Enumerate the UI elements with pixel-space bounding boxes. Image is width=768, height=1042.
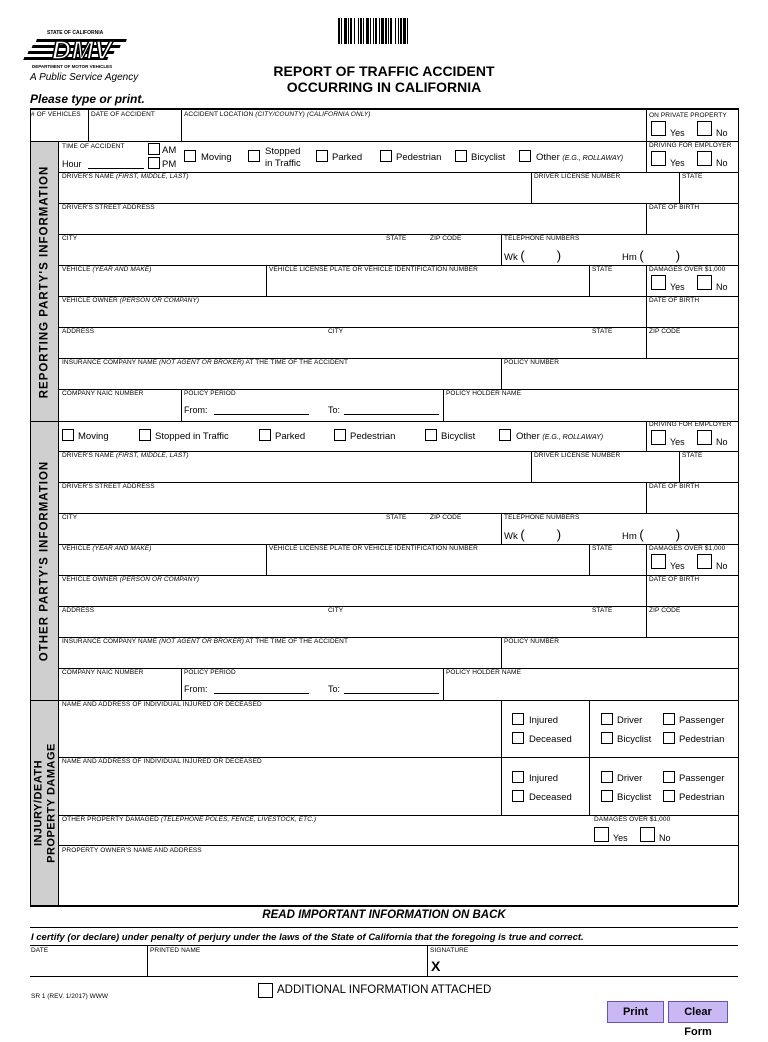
other-owner-label: VEHICLE OWNER (PERSON OR COMPANY) (62, 576, 200, 583)
property-owner-label: PROPERTY OWNER'S NAME AND ADDRESS (62, 847, 202, 854)
other-owner-address-label: ADDRESS (62, 607, 95, 614)
pedestrian-2-checkbox[interactable] (663, 790, 675, 802)
other-bicyclist-label: Bicyclist (441, 431, 476, 442)
time-of-accident-label: TIME OF ACCIDENT (62, 143, 125, 150)
drivers-name-input[interactable] (60, 182, 530, 202)
other-dob-label: DATE OF BIRTH (649, 483, 700, 490)
state-of-california-label: STATE OF CALIFORNIA (47, 30, 104, 36)
other-from-label: From: (184, 684, 208, 694)
date-of-accident-label: DATE OF ACCIDENT (91, 111, 155, 118)
signature-label: SIGNATURE (430, 947, 469, 954)
am-checkbox[interactable] (148, 143, 160, 155)
naic-label: COMPANY NAIC NUMBER (62, 390, 144, 397)
passenger-2-label: Passenger (679, 773, 725, 784)
other-owner-city-label: CITY (328, 607, 344, 614)
other-damages-yes-label: Yes (670, 561, 685, 571)
injury-sidebar (31, 701, 59, 905)
bicyclist-1-checkbox[interactable] (601, 732, 613, 744)
insurance-label: INSURANCE COMPANY NAME (NOT AGENT OR BROKER) AT THE TIME OF THE ACCIDENT (62, 359, 349, 366)
certification-statement: I certify (or declare) under penalty of perjury under the laws of the State of California that the foregoing is true and correct. (31, 932, 584, 943)
home-phone-label: Hm ( ) (622, 248, 681, 263)
other-damages-no-label: No (716, 561, 728, 571)
other-naic-label: COMPANY NAIC NUMBER (62, 669, 144, 676)
agency-tagline: A Public Service Agency (30, 72, 139, 83)
property-damages-yes-label: Yes (613, 833, 628, 843)
deceased-1-checkbox[interactable] (512, 732, 524, 744)
other-policy-number-label: POLICY NUMBER (504, 638, 559, 645)
license-state-label: STATE (682, 173, 703, 180)
form-title-line2: OCCURRING IN CALIFORNIA (286, 79, 482, 95)
other-parked-checkbox[interactable] (259, 429, 271, 441)
owner-address-label: ADDRESS (62, 328, 95, 335)
dmv-logo-text: DMV (52, 35, 113, 65)
other-vehicle-label: VEHICLE (YEAR AND MAKE) (62, 545, 152, 552)
owner-city-label: CITY (328, 328, 344, 335)
pedestrian-1-checkbox[interactable] (663, 732, 675, 744)
other-parked-label: Parked (275, 431, 306, 442)
stopped-label-line1: Stopped (265, 146, 301, 157)
vehicle-owner-label: VEHICLE OWNER (PERSON OR COMPANY) (62, 297, 200, 304)
accident-location-label: ACCIDENT LOCATION (CITY/COUNTY) (CALIFORNIA ONLY) (184, 111, 371, 118)
other-bicyclist-checkbox[interactable] (425, 429, 437, 441)
bicyclist-label: Bicyclist (471, 152, 506, 163)
other-city-label: CITY (62, 514, 78, 521)
additional-info-label: ADDITIONAL INFORMATION ATTACHED (277, 984, 492, 996)
stopped-label-line2: in Traffic (265, 158, 301, 169)
date-of-birth-label: DATE OF BIRTH (649, 204, 700, 211)
date-label: DATE (31, 947, 49, 954)
other-license-label: DRIVER LICENSE NUMBER (534, 452, 621, 459)
license-number-label: DRIVER LICENSE NUMBER (534, 173, 621, 180)
form-id: SR 1 (REV. 1/2017) WWW (31, 993, 109, 1000)
owner-dob-label: DATE OF BIRTH (649, 297, 700, 304)
pedestrian-checkbox[interactable] (380, 150, 392, 162)
property-damages-no-checkbox[interactable] (640, 827, 655, 842)
driving-for-employer-label: DRIVING FOR EMPLOYER (649, 142, 732, 149)
employer-yes-label: Yes (670, 158, 685, 168)
other-zip-label: ZIP CODE (430, 514, 462, 521)
other-telephone-label: TELEPHONE NUMBERS (504, 514, 580, 521)
driver-2-checkbox[interactable] (601, 771, 613, 783)
print-button[interactable]: Print (607, 1001, 664, 1023)
signature-x: X (431, 958, 441, 974)
other-drivers-name-label: DRIVER'S NAME (FIRST, MIDDLE, LAST) (62, 452, 189, 459)
injured-1-checkbox[interactable] (512, 713, 524, 725)
passenger-2-checkbox[interactable] (663, 771, 675, 783)
other-policy-holder-label: POLICY HOLDER NAME (446, 669, 522, 676)
bicyclist-1-label: Bicyclist (617, 734, 652, 745)
owner-state-label: STATE (592, 328, 613, 335)
barcode (338, 18, 434, 44)
other-stopped-checkbox[interactable] (139, 429, 151, 441)
other-stopped-label: Stopped in Traffic (155, 431, 229, 442)
private-property-no-checkbox[interactable] (697, 121, 712, 136)
injured-person-2-label: NAME AND ADDRESS OF INDIVIDUAL INJURED OR DECEASED (62, 758, 262, 765)
street-address-label: DRIVER'S STREET ADDRESS (62, 204, 155, 211)
other-city-state-label: STATE (386, 514, 407, 521)
other-vehicle-state-label: STATE (592, 545, 613, 552)
other-damages-yes-checkbox[interactable] (651, 554, 666, 569)
hour-label: Hour (62, 159, 82, 169)
form-title-line1: REPORT OF TRAFFIC ACCIDENT (273, 63, 495, 79)
deceased-1-label: Deceased (529, 734, 572, 745)
other-policy-period-label: POLICY PERIOD (184, 669, 236, 676)
moving-label: Moving (201, 152, 232, 163)
owner-zip-label: ZIP CODE (649, 328, 681, 335)
to-label: To: (328, 405, 341, 415)
property-damages-yes-checkbox[interactable] (594, 827, 609, 842)
pm-checkbox[interactable] (148, 157, 160, 169)
other-damages-label: DAMAGES OVER $1,000 (649, 545, 726, 552)
other-street-label: DRIVER'S STREET ADDRESS (62, 483, 155, 490)
pedestrian-2-label: Pedestrian (679, 792, 725, 803)
pedestrian-label: Pedestrian (396, 152, 442, 163)
parked-label: Parked (332, 152, 363, 163)
damages-yes-label: Yes (670, 282, 685, 292)
other-pedestrian-label: Pedestrian (350, 431, 396, 442)
other-to-label: To: (328, 684, 341, 694)
other-damages-no-checkbox[interactable] (697, 554, 712, 569)
work-phone-label: Wk ( ) (504, 248, 562, 263)
reporting-party-sidebar (31, 142, 59, 421)
employer-yes-checkbox[interactable] (651, 151, 666, 166)
am-label: AM (162, 145, 177, 156)
policy-number-label: POLICY NUMBER (504, 359, 559, 366)
other-party-heading: OTHER PARTY'S INFORMATION (37, 460, 50, 662)
city-state-label: STATE (386, 235, 407, 242)
property-damages-label: DAMAGES OVER $1,000 (594, 816, 671, 823)
parked-checkbox[interactable] (316, 150, 328, 162)
department-label: DEPARTMENT OF MOTOR VEHICLES (32, 64, 113, 69)
damages-no-checkbox[interactable] (697, 275, 712, 290)
additional-info-checkbox[interactable] (258, 983, 273, 998)
private-property-no-label: No (716, 128, 728, 138)
other-pedestrian-checkbox[interactable] (334, 429, 346, 441)
other-insurance-label: INSURANCE COMPANY NAME (NOT AGENT OR BROKER) AT THE TIME OF THE ACCIDENT (62, 638, 349, 645)
passenger-1-checkbox[interactable] (663, 713, 675, 725)
other-owner-dob-label: DATE OF BIRTH (649, 576, 700, 583)
private-property-yes-checkbox[interactable] (651, 121, 666, 136)
other-other-label: Other (E.G., ROLLAWAY) (516, 431, 604, 442)
injured-2-label: Injured (529, 773, 559, 784)
bicyclist-checkbox[interactable] (455, 150, 467, 162)
other-employer-no-label: No (716, 437, 728, 447)
print-instruction: Please type or print. (30, 92, 145, 106)
other-employer-no-checkbox[interactable] (697, 430, 712, 445)
clear-form-button[interactable]: Clear Form (668, 1001, 728, 1023)
moving-checkbox[interactable] (184, 150, 196, 162)
injured-1-label: Injured (529, 715, 559, 726)
dmv-logo (30, 30, 130, 72)
property-damages-no-label: No (659, 833, 671, 843)
injured-2-checkbox[interactable] (512, 771, 524, 783)
other-moving-checkbox[interactable] (62, 429, 74, 441)
injured-person-1-label: NAME AND ADDRESS OF INDIVIDUAL INJURED OR DECEASED (62, 701, 262, 708)
deceased-2-checkbox[interactable] (512, 790, 524, 802)
vehicle-label: VEHICLE (YEAR AND MAKE) (62, 266, 152, 273)
num-vehicles-label: # OF VEHICLES (31, 111, 81, 118)
deceased-2-label: Deceased (529, 792, 572, 803)
other-owner-state-label: STATE (592, 607, 613, 614)
pm-label: PM (162, 159, 177, 170)
employer-no-checkbox[interactable] (697, 151, 712, 166)
from-label: From: (184, 405, 208, 415)
telephone-label: TELEPHONE NUMBERS (504, 235, 580, 242)
other-moving-label: Moving (78, 431, 109, 442)
damages-label: DAMAGES OVER $1,000 (649, 266, 726, 273)
pedestrian-1-label: Pedestrian (679, 734, 725, 745)
other-employer-yes-checkbox[interactable] (651, 430, 666, 445)
other-work-phone-label: Wk ( ) (504, 527, 562, 542)
injury-heading: INJURY/DEATH PROPERTY DAMAGE (31, 743, 57, 863)
other-other-checkbox[interactable] (499, 429, 511, 441)
driver-1-checkbox[interactable] (601, 713, 613, 725)
other-employer-label: DRIVING FOR EMPLOYER (649, 421, 732, 428)
driver-2-label: Driver (617, 773, 643, 784)
zip-code-label: ZIP CODE (430, 235, 462, 242)
other-owner-zip-label: ZIP CODE (649, 607, 681, 614)
driver-1-label: Driver (617, 715, 643, 726)
bicyclist-2-checkbox[interactable] (601, 790, 613, 802)
private-property-label: ON PRIVATE PROPERTY (649, 112, 727, 119)
other-plate-label: VEHICLE LICENSE PLATE OR VEHICLE IDENTIFICATION NUMBER (269, 545, 478, 552)
other-party-sidebar (31, 422, 59, 700)
plate-vin-label: VEHICLE LICENSE PLATE OR VEHICLE IDENTIFICATION NUMBER (269, 266, 478, 273)
policy-holder-label: POLICY HOLDER NAME (446, 390, 522, 397)
damages-yes-checkbox[interactable] (651, 275, 666, 290)
private-property-yes-label: Yes (670, 128, 685, 138)
other-label: Other (E.G., ROLLAWAY) (536, 152, 624, 163)
reporting-party-heading: REPORTING PARTY'S INFORMATION (37, 165, 50, 398)
other-property-label: OTHER PROPERTY DAMAGED (TELEPHONE POLES, FENCE, LIVESTOCK, ETC.) (62, 816, 317, 823)
other-checkbox[interactable] (519, 150, 531, 162)
vehicle-state-label: STATE (592, 266, 613, 273)
read-back-notice: READ IMPORTANT INFORMATION ON BACK (262, 909, 506, 921)
stopped-in-traffic-checkbox[interactable] (248, 150, 260, 162)
other-home-phone-label: Hm ( ) (622, 527, 681, 542)
damages-no-label: No (716, 282, 728, 292)
drivers-name-label: DRIVER'S NAME (FIRST, MIDDLE, LAST) (62, 173, 189, 180)
policy-period-label: POLICY PERIOD (184, 390, 236, 397)
other-employer-yes-label: Yes (670, 437, 685, 447)
passenger-1-label: Passenger (679, 715, 725, 726)
printed-name-label: PRINTED NAME (150, 947, 201, 954)
other-license-state-label: STATE (682, 452, 703, 459)
city-label: CITY (62, 235, 78, 242)
employer-no-label: No (716, 158, 728, 168)
bicyclist-2-label: Bicyclist (617, 792, 652, 803)
